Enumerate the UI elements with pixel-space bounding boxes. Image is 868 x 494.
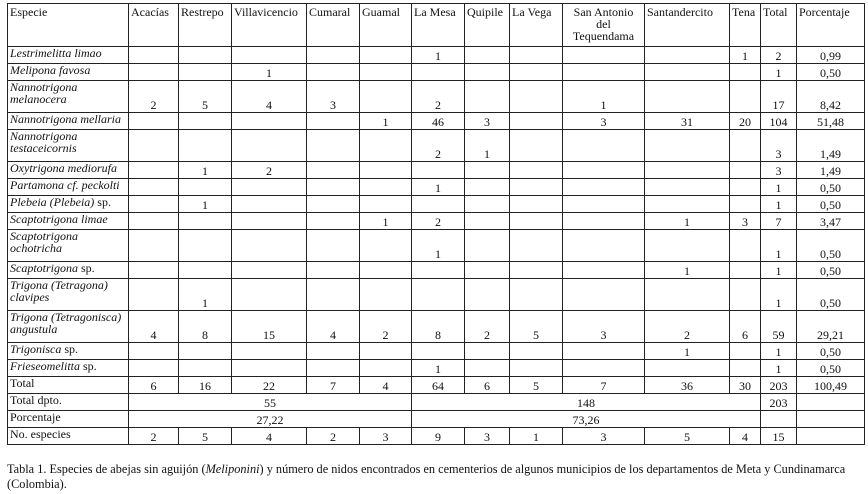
table-cell — [563, 230, 645, 262]
table-cell: 3 — [307, 81, 360, 113]
porcentaje-meta: 27,22 — [129, 411, 412, 428]
table-cell — [307, 230, 360, 262]
table-cell — [510, 113, 563, 130]
column-header-13: Porcentaje — [797, 4, 865, 47]
species-name-cell: Nannotrigona testaceicornis — [8, 130, 129, 162]
column-header-4: Cumaral — [307, 4, 360, 47]
table-cell — [232, 113, 307, 130]
table-cell — [179, 113, 232, 130]
table-cell: 3 — [761, 162, 797, 179]
table-cell: 1 — [412, 179, 465, 196]
table-cell — [730, 179, 761, 196]
table-cell — [510, 162, 563, 179]
table-cell — [730, 196, 761, 213]
table-cell — [360, 64, 412, 81]
species-table — [7, 3, 865, 445]
empty-cell — [797, 394, 865, 411]
column-header-6: La Mesa — [412, 4, 465, 47]
table-cell: 20 — [730, 113, 761, 130]
total-cell: 100,49 — [797, 377, 865, 394]
table-row — [8, 196, 865, 213]
table-cell: 15 — [232, 311, 307, 343]
table-cell — [360, 162, 412, 179]
no-especies-row — [8, 428, 865, 445]
table-row — [8, 262, 865, 279]
empty-cell — [797, 411, 865, 428]
table-cell: 1,49 — [797, 130, 865, 162]
table-cell: 1 — [179, 162, 232, 179]
species-name-cell: Partamona cf. peckolti — [8, 179, 129, 196]
table-cell — [645, 64, 730, 81]
species-name-cell — [8, 262, 129, 279]
column-header-2: Restrepo — [179, 4, 232, 47]
total-dpto-cundinamarca: 148 — [412, 394, 761, 411]
table-cell: 2 — [412, 213, 465, 230]
table-cell: 1 — [761, 360, 797, 377]
table-cell — [563, 47, 645, 64]
table-cell — [360, 343, 412, 360]
total-cell: 4 — [360, 377, 412, 394]
total-cell: 7 — [307, 377, 360, 394]
porcentaje-row — [8, 411, 865, 428]
table-cell: 4 — [129, 311, 179, 343]
table-cell — [730, 64, 761, 81]
table-cell — [730, 130, 761, 162]
table-row — [8, 113, 865, 130]
table-cell: 59 — [761, 311, 797, 343]
table-cell — [465, 81, 510, 113]
table-cell: 2 — [412, 81, 465, 113]
table-cell — [510, 81, 563, 113]
empty-cell — [761, 411, 797, 428]
table-cell — [563, 179, 645, 196]
table-cell — [232, 130, 307, 162]
porcentaje-label: Porcentaje — [8, 411, 129, 428]
table-cell: 51,48 — [797, 113, 865, 130]
table-body — [8, 47, 865, 445]
table-cell — [465, 47, 510, 64]
table-cell — [360, 279, 412, 311]
table-cell — [129, 213, 179, 230]
table-cell: 1 — [360, 113, 412, 130]
table-row — [8, 81, 865, 113]
table-cell — [129, 113, 179, 130]
table-cell — [307, 262, 360, 279]
table-cell — [307, 113, 360, 130]
table-cell — [510, 279, 563, 311]
table-cell — [563, 279, 645, 311]
total-cell: 6 — [465, 377, 510, 394]
table-cell: 31 — [645, 113, 730, 130]
table-cell — [307, 196, 360, 213]
table-row — [8, 64, 865, 81]
table-cell: 3 — [761, 130, 797, 162]
table-row — [8, 47, 865, 64]
species-genus: Frieseomelitta — [10, 359, 80, 373]
species-name-cell: Trigona (Tetragona) clavipes — [8, 279, 129, 311]
species-suffix: sp. — [61, 342, 79, 356]
table-cell — [129, 47, 179, 64]
species-suffix: sp. — [94, 195, 111, 209]
column-header-8: La Vega — [510, 4, 563, 47]
table-cell — [563, 360, 645, 377]
table-cell: 1 — [232, 64, 307, 81]
porcentaje-cundinamarca: 73,26 — [412, 411, 761, 428]
table-cell: 2 — [412, 130, 465, 162]
no-especies-cell: 9 — [412, 428, 465, 445]
table-cell: 0,50 — [797, 360, 865, 377]
total-dpto-total: 203 — [761, 394, 797, 411]
total-cell: 16 — [179, 377, 232, 394]
table-cell — [307, 130, 360, 162]
no-especies-cell: 2 — [129, 428, 179, 445]
table-cell — [129, 343, 179, 360]
table-cell — [179, 360, 232, 377]
table-cell — [510, 360, 563, 377]
total-cell: 203 — [761, 377, 797, 394]
species-name-cell: Nannotrigona melanocera — [8, 81, 129, 113]
table-cell — [412, 343, 465, 360]
table-cell — [360, 230, 412, 262]
species-name-cell: Lestrimelitta limao — [8, 47, 129, 64]
total-cell: 7 — [563, 377, 645, 394]
table-cell — [129, 262, 179, 279]
table-cell — [465, 279, 510, 311]
table-cell: 29,21 — [797, 311, 865, 343]
total-cell: 64 — [412, 377, 465, 394]
column-header-9: San Antonio del Tequendama — [563, 4, 645, 47]
table-cell — [465, 196, 510, 213]
table-header-row — [8, 4, 865, 47]
table-cell — [232, 47, 307, 64]
table-cell: 3 — [563, 113, 645, 130]
table-cell — [563, 196, 645, 213]
table-cell — [232, 179, 307, 196]
table-cell: 1 — [761, 64, 797, 81]
table-cell — [307, 213, 360, 230]
table-cell: 0,50 — [797, 179, 865, 196]
table-cell — [360, 81, 412, 113]
table-cell — [465, 179, 510, 196]
species-name-cell — [8, 343, 129, 360]
table-cell: 6 — [730, 311, 761, 343]
no-especies-label: No. especies — [8, 428, 129, 445]
table-cell — [563, 343, 645, 360]
table-row — [8, 162, 865, 179]
table-cell — [360, 196, 412, 213]
table-cell — [232, 343, 307, 360]
table-cell — [307, 64, 360, 81]
species-name-cell — [8, 360, 129, 377]
column-header-7: Quipile — [465, 4, 510, 47]
table-row — [8, 230, 865, 262]
table-cell — [360, 47, 412, 64]
table-cell — [307, 343, 360, 360]
table-cell — [465, 162, 510, 179]
table-cell — [129, 360, 179, 377]
species-name-cell: Trigona (Tetragonisca) angustula — [8, 311, 129, 343]
table-cell: 1 — [761, 279, 797, 311]
table-cell: 3,47 — [797, 213, 865, 230]
no-especies-cell: 1 — [510, 428, 563, 445]
table-cell: 1 — [761, 196, 797, 213]
total-dpto-label: Total dpto. — [8, 394, 129, 411]
table-row — [8, 213, 865, 230]
no-especies-cell: 4 — [232, 428, 307, 445]
caption-suffix: ) y número de nidos encontrados en cementerios de algunos municipios de los departamentos de Meta y Cundinamarca (Colombia). — [7, 462, 846, 491]
table-cell: 1 — [412, 230, 465, 262]
table-row — [8, 179, 865, 196]
column-header-10: Santandercito — [645, 4, 730, 47]
column-header-11: Tena — [730, 4, 761, 47]
table-row — [8, 130, 865, 162]
table-cell: 0,99 — [797, 47, 865, 64]
table-cell — [645, 162, 730, 179]
total-dpto-meta: 55 — [129, 394, 412, 411]
species-name-cell: Nannotrigona mellaria — [8, 113, 129, 130]
no-especies-cell: 2 — [307, 428, 360, 445]
table-cell: 8,42 — [797, 81, 865, 113]
table-cell — [730, 81, 761, 113]
table-cell: 2 — [232, 162, 307, 179]
table-cell — [510, 196, 563, 213]
table-cell — [645, 230, 730, 262]
table-cell: 1 — [179, 279, 232, 311]
species-name-cell — [8, 196, 129, 213]
table-cell — [645, 196, 730, 213]
table-cell — [232, 360, 307, 377]
total-dpto-row — [8, 394, 865, 411]
no-especies-cell: 5 — [645, 428, 730, 445]
table-cell — [232, 196, 307, 213]
table-caption — [7, 462, 862, 492]
no-especies-cell: 3 — [360, 428, 412, 445]
table-cell — [360, 179, 412, 196]
column-header-1: Acacías — [129, 4, 179, 47]
table-cell: 1 — [360, 213, 412, 230]
table-cell — [730, 343, 761, 360]
table-cell: 0,50 — [797, 196, 865, 213]
table-cell — [730, 360, 761, 377]
table-cell: 7 — [761, 213, 797, 230]
table-cell: 0,50 — [797, 262, 865, 279]
species-suffix: sp. — [79, 359, 97, 373]
no-especies-cell: 15 — [761, 428, 797, 445]
table-cell: 17 — [761, 81, 797, 113]
table-cell — [465, 213, 510, 230]
table-cell: 4 — [307, 311, 360, 343]
table-cell — [307, 360, 360, 377]
table-cell — [730, 279, 761, 311]
table-cell: 8 — [179, 311, 232, 343]
total-cell: 5 — [510, 377, 563, 394]
table-cell — [730, 230, 761, 262]
table-cell — [563, 64, 645, 81]
table-cell — [412, 64, 465, 81]
table-cell — [563, 130, 645, 162]
table-cell — [510, 343, 563, 360]
species-suffix: sp. — [78, 261, 95, 275]
table-cell — [645, 360, 730, 377]
table-cell: 2 — [645, 311, 730, 343]
table-cell — [645, 279, 730, 311]
table-cell — [510, 262, 563, 279]
species-name-cell: Scaptotrigona limae — [8, 213, 129, 230]
table-cell — [179, 343, 232, 360]
table-cell — [645, 81, 730, 113]
table-cell — [465, 343, 510, 360]
no-especies-cell: 3 — [465, 428, 510, 445]
table-cell: 1 — [563, 81, 645, 113]
species-name-cell: Oxytrigona mediorufa — [8, 162, 129, 179]
total-cell: 22 — [232, 377, 307, 394]
table-cell: 1 — [645, 262, 730, 279]
table-cell: 104 — [761, 113, 797, 130]
table-row — [8, 311, 865, 343]
column-header-5: Guamal — [360, 4, 412, 47]
table-cell — [232, 279, 307, 311]
table-cell: 1 — [761, 179, 797, 196]
table-cell — [465, 230, 510, 262]
table-cell: 2 — [761, 47, 797, 64]
table-cell: 2 — [360, 311, 412, 343]
table-cell — [129, 279, 179, 311]
table-cell — [645, 130, 730, 162]
table-row — [8, 360, 865, 377]
table-cell — [645, 47, 730, 64]
table-cell — [730, 162, 761, 179]
species-genus: Plebeia (Plebeia) — [10, 195, 95, 209]
table-cell: 0,50 — [797, 343, 865, 360]
table-cell — [179, 230, 232, 262]
table-cell — [412, 279, 465, 311]
table-cell: 1 — [179, 196, 232, 213]
table-cell — [645, 179, 730, 196]
table-cell — [360, 262, 412, 279]
total-label: Total — [8, 377, 129, 394]
species-name-cell: Melipona favosa — [8, 64, 129, 81]
table-cell: 1 — [645, 343, 730, 360]
table-cell — [179, 47, 232, 64]
table-cell: 3 — [563, 311, 645, 343]
no-especies-cell: 5 — [179, 428, 232, 445]
table-cell: 3 — [465, 113, 510, 130]
table-cell — [179, 130, 232, 162]
no-especies-cell: 4 — [730, 428, 761, 445]
table-cell — [129, 130, 179, 162]
table-cell — [510, 179, 563, 196]
table-cell: 5 — [510, 311, 563, 343]
table-cell: 1 — [412, 47, 465, 64]
table-cell: 0,50 — [797, 64, 865, 81]
table-cell: 4 — [232, 81, 307, 113]
table-cell — [179, 179, 232, 196]
total-cell: 36 — [645, 377, 730, 394]
table-cell — [563, 213, 645, 230]
table-cell — [510, 213, 563, 230]
table-cell — [412, 162, 465, 179]
table-cell — [179, 213, 232, 230]
table-cell: 1 — [761, 230, 797, 262]
table-cell — [129, 230, 179, 262]
species-genus: Scaptotrigona — [10, 261, 78, 275]
table-cell — [129, 162, 179, 179]
table-cell: 0,50 — [797, 230, 865, 262]
caption-italic: Meliponini — [205, 462, 260, 476]
table-cell — [510, 64, 563, 81]
table-cell — [563, 262, 645, 279]
table-cell — [465, 262, 510, 279]
table-cell — [510, 230, 563, 262]
table-cell: 2 — [465, 311, 510, 343]
table-cell — [510, 47, 563, 64]
table-cell: 1,49 — [797, 162, 865, 179]
table-row — [8, 279, 865, 311]
table-cell — [563, 162, 645, 179]
table-cell: 1 — [761, 343, 797, 360]
column-header-12: Total — [761, 4, 797, 47]
table-cell — [465, 64, 510, 81]
table-cell: 8 — [412, 311, 465, 343]
table-cell — [307, 47, 360, 64]
table-cell — [232, 213, 307, 230]
table-cell — [510, 130, 563, 162]
table-cell — [730, 262, 761, 279]
table-cell — [232, 262, 307, 279]
total-cell: 6 — [129, 377, 179, 394]
table-cell — [412, 262, 465, 279]
total-row — [8, 377, 865, 394]
table-cell — [412, 196, 465, 213]
caption-prefix: Tabla 1. Especies de abejas sin aguijón ( — [7, 462, 206, 476]
species-table-container — [7, 3, 864, 445]
table-cell — [465, 360, 510, 377]
column-header-0: Especie — [8, 4, 129, 47]
table-cell — [307, 179, 360, 196]
column-header-3: Villavicencio — [232, 4, 307, 47]
table-cell: 46 — [412, 113, 465, 130]
table-cell — [360, 130, 412, 162]
table-cell — [179, 64, 232, 81]
table-cell — [129, 179, 179, 196]
table-cell — [360, 360, 412, 377]
table-row — [8, 343, 865, 360]
table-cell — [129, 196, 179, 213]
table-cell — [307, 162, 360, 179]
table-cell — [232, 230, 307, 262]
species-name-cell: Scaptotrigona ochotricha — [8, 230, 129, 262]
table-cell: 0,50 — [797, 279, 865, 311]
no-especies-cell — [797, 428, 865, 445]
no-especies-cell: 3 — [563, 428, 645, 445]
table-cell: 5 — [179, 81, 232, 113]
table-cell: 3 — [730, 213, 761, 230]
table-cell — [179, 262, 232, 279]
table-cell: 1 — [645, 213, 730, 230]
total-cell: 30 — [730, 377, 761, 394]
table-cell — [307, 279, 360, 311]
table-cell: 1 — [730, 47, 761, 64]
table-cell: 1 — [761, 262, 797, 279]
table-cell: 1 — [465, 130, 510, 162]
table-cell: 1 — [412, 360, 465, 377]
table-cell — [129, 64, 179, 81]
species-genus: Trigonisca — [10, 342, 62, 356]
table-cell: 2 — [129, 81, 179, 113]
